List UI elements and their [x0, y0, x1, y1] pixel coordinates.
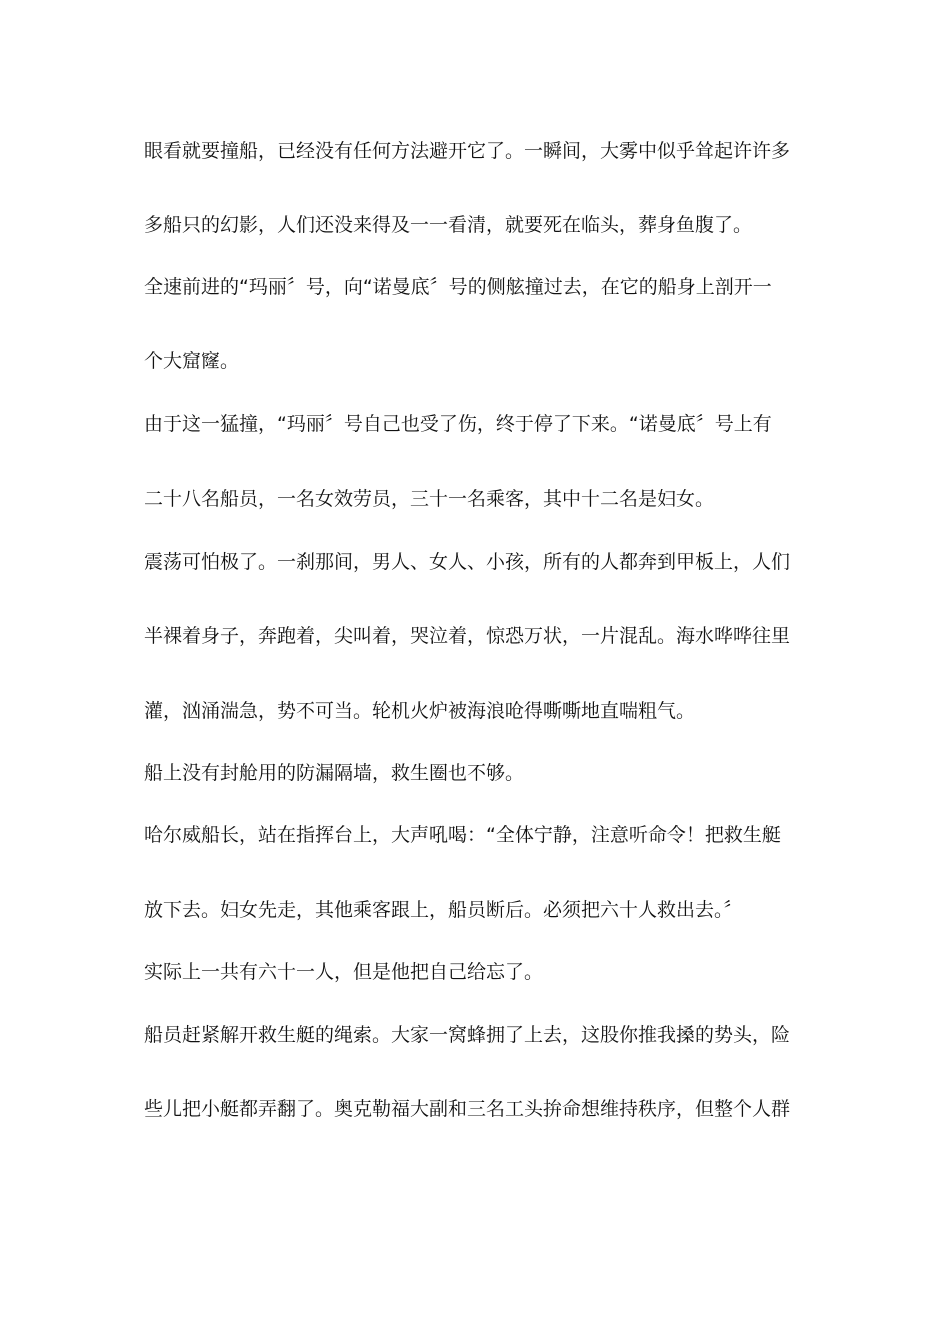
text-line-6: 二十八名船员，一名女效劳员，三十一名乘客，其中十二名是妇女。 — [144, 488, 715, 510]
text-line-10: 船上没有封舱用的防漏隔墙，救生圈也不够。 — [144, 762, 525, 784]
text-line-1: 眼看就要撞船，已经没有任何方法避开它了。一瞬间，大雾中似乎耸起许许多 — [144, 140, 791, 162]
text-line-11: 哈尔威船长，站在指挥台上，大声吼喝：“全体宁静，注意听命令！把救生艇 — [144, 824, 781, 846]
text-line-5: 由于这一猛撞，“玛丽〞号自己也受了伤，终于停了下来。“诺曼底〞号上有 — [144, 413, 772, 435]
text-line-15: 些儿把小艇都弄翻了。奥克勒福大副和三名工头拚命想维持秩序，但整个人群 — [144, 1098, 791, 1120]
text-line-8: 半裸着身子，奔跑着，尖叫着，哭泣着，惊恐万状，一片混乱。海水哗哗往里 — [144, 625, 791, 647]
text-line-4: 个大窟窿。 — [144, 350, 240, 372]
text-line-9: 灌，汹涌湍急，势不可当。轮机火炉被海浪呛得嘶嘶地直喘粗气。 — [144, 700, 696, 722]
text-line-14: 船员赶紧解开救生艇的绳索。大家一窝蜂拥了上去，这股你推我搡的势头，险 — [144, 1024, 791, 1046]
text-line-12: 放下去。妇女先走，其他乘客跟上，船员断后。必须把六十人救出去。〞 — [144, 899, 743, 921]
text-line-3: 全速前进的“玛丽〞号，向“诺曼底〞号的侧舷撞过去，在它的船身上剖开一 — [144, 276, 772, 298]
text-line-7: 震荡可怕极了。一刹那间，男人、女人、小孩，所有的人都奔到甲板上，人们 — [144, 551, 791, 573]
text-line-2: 多船只的幻影，人们还没来得及一一看清，就要死在临头，葬身鱼腹了。 — [144, 214, 753, 236]
text-line-13: 实际上一共有六十一人，但是他把自己给忘了。 — [144, 961, 544, 983]
